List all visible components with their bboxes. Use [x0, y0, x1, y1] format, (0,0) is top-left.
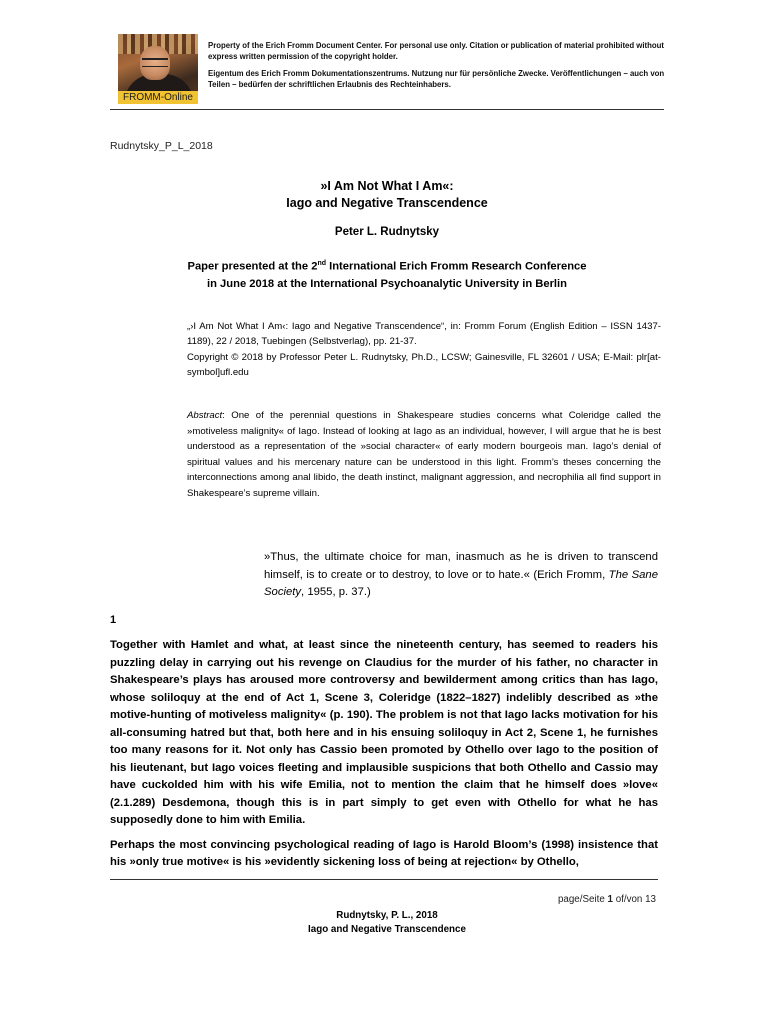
presentation-note [110, 255, 664, 293]
body-paragraph-2: Perhaps the most convincing psychological reading of Iago is Harold Bloom’s (1998) insistence that his »only true motive« is his »evidently sickening loss of being at rejection« by Othello, [110, 838, 658, 868]
page-header [110, 30, 664, 110]
page-prefix: page/Seite [557, 894, 608, 905]
epigraph-book-title: The Sane Society [264, 568, 658, 598]
citation-block [187, 320, 661, 382]
footer-divider [110, 879, 658, 880]
page-suffix: of/von 13 [612, 894, 656, 905]
notice-english: Property of the Erich Fromm Document Center. For personal use only. Citation or publication of material prohibited without express written permission of the copyright holder. [208, 41, 665, 61]
title-line-1: »I Am Not What I Am«: [320, 179, 454, 193]
page-footer [110, 909, 664, 937]
ordinal-suffix: nd [317, 260, 326, 267]
title-line-2: Iago and Negative Transcendence [286, 196, 488, 210]
abstract-label: Abstract [187, 410, 223, 421]
citation-reference: „›I Am Not What I Am‹: Iago and Negative Transcendence“, in: Fromm Forum (English Edition – ISSN 1437-1189), 22 / 2018, Tuebingen (Selbstverlag), pp. 21-37. [187, 321, 661, 347]
body-paragraph-1: Together with Hamlet and what, at least since the nineteenth century, has seemed to readers his puzzling delay in carrying out his revenge on Claudius for the murder of his father, no character in Shakespeare’s plays has aroused more controversy and bewilderment among critics than has Iago, whose soliloquy at the end of Act 1, Scene 3, Coleridge (1822–1827) indelibly described as »the motive-hunting of motiveless malignity« (p. 190). The problem is not that Iago lacks motivation for his all-consuming hatred but that, both here and in his ensuing soliloquy in Act 2, Scene 1, he furnishes too many reasons for it. Not only has Cassio been promoted by Othello over Iago to the position of his lieutenant, but Iago voices fleeting and implausible suspicions that both Othello and Cassio may have cuckolded him with his wife Emilia, not to mention the claim that he himself does »love« (2.1.289) Desdemona, though this is in part simply to get even with Othello for what he has supposedly done to him with Emilia. [110, 639, 658, 826]
fromm-online-logo [118, 34, 198, 104]
notice-german: Eigentum des Erich Fromm Dokumentationszentrums. Nutzung nur für persönliche Zwecke. Veröffentlichungen – auch von Teilen – bedürfen der schriftlichen Erlaubnis des Rechteinhabers. [208, 69, 665, 89]
footer-line-1: Rudnytsky, P. L., 2018 [336, 910, 438, 921]
page-number [558, 894, 656, 905]
copyright-line: Copyright © 2018 by Professor Peter L. Rudnytsky, Ph.D., LCSW; Gainesville, FL 32601 / USA; E-Mail: plr[at-symbol]ufl.edu [187, 352, 661, 378]
page-current: 1 [607, 894, 613, 905]
document-id: Rudnytsky_P_L_2018 [110, 140, 213, 152]
logo-caption: FROMM-Online [118, 91, 198, 104]
abstract-text: : One of the perennial questions in Shakespeare studies concerns what Coleridge called the »motiveless malignity« of Iago. Instead of looking at Iago as an individual, however, I will argue that he is best understood as a representation of the »social character« of early modern bourgeois man. Iago’s denial of spiritual values and his mercenary nature can be understood in this light. Fromm’s theses concerning the interconnections among anal libido, the death instinct, malignant aggression, and necrophilia all find support in Shakespeare’s supreme villain. [187, 410, 661, 499]
portrait-glasses [142, 58, 168, 67]
presentation-line-1 [110, 255, 664, 276]
epigraph-text-1: »Thus, the ultimate choice for man, inasmuch as he is driven to transcend himself, is to create or to destroy, to love or to hate.« (Erich Fromm, [264, 551, 658, 581]
paper-title [110, 178, 664, 212]
copyright-notice [208, 40, 668, 96]
presentation-line-2: in June 2018 at the International Psychoanalytic University in Berlin [207, 277, 567, 290]
epigraph-text-2: , 1955, p. 37.) [301, 586, 371, 598]
body-text [110, 637, 658, 879]
abstract [187, 408, 661, 501]
epigraph-quote [264, 549, 658, 602]
author-name: Peter L. Rudnytsky [334, 226, 440, 238]
header-divider [110, 109, 664, 110]
footer-line-2: Iago and Negative Transcendence [308, 924, 466, 935]
presentation-part-2: International Erich Fromm Research Conference [326, 260, 587, 273]
section-number: 1 [110, 614, 117, 626]
presentation-part-1: Paper presented at the 2 [187, 260, 318, 273]
